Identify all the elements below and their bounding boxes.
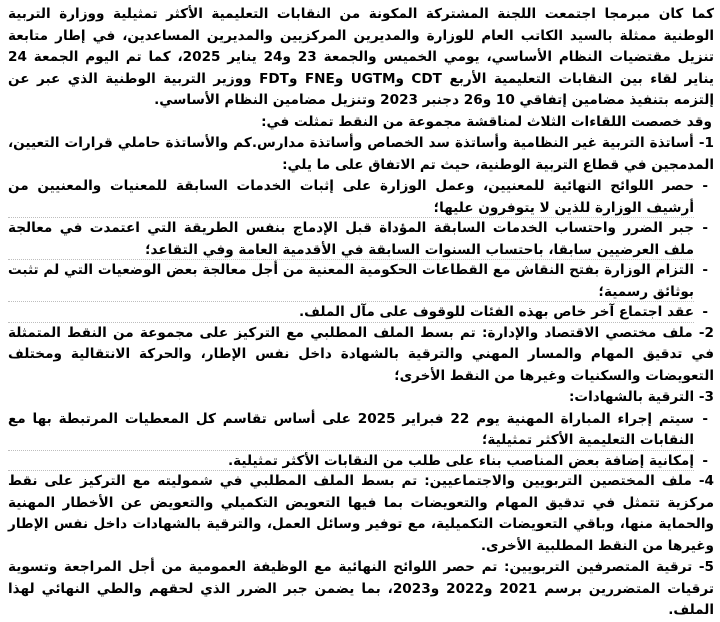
bullet-item: - إمكانية إضافة بعض المناصب بناء على طلب من النقابات الأكثر تمثيلية.	[8, 451, 694, 472]
item-2-paragraph: 2- ملف مختصي الاقتصاد والإدارة: تم بسط الملف المطلبي مع التركيز على مجموعة من النقط المتمثلة في تدقيق المهام والمسار المهني والترقية بالشهادة داخل نفس الإطار، والحركة الانتقالية ومختلف التعويضات والسكنيات وغيرها من النقط الأخرى؛	[8, 324, 714, 384]
lead-paragraph: وقد خصصت اللقاءات الثلاث لمناقشة مجموعة من النقط تمثلت في:	[261, 113, 712, 130]
item-5-paragraph: 5- ترقية المتصرفين التربويين: تم حصر اللوائح النهائية مع الوظيفة العمومية من أجل المراجعة وتسوية ترقيات المتضررين برسم 2021 و2022 و2023، بما يضمن جبر الضرر الذي لحقهم والطي النهائي لهذا الملف.	[8, 559, 714, 618]
bullet-item: - سيتم إجراء المباراة المهنية يوم 22 فبراير 2025 على أساس تقاسم كل المعطيات المرتبطة بها مع النقابات التعليمية الأكثر تمثيلية؛	[8, 409, 694, 451]
item-1-bullet-list	[8, 176, 714, 323]
bullet-item: - جبر الضرر واحتساب الخدمات السابقة المؤداة قبل الإدماج بنفس الطريقة التي اعتمدت في معالجة ملف العرضيين سابقا، باحتساب السنوات السابقة في الأقدمية العامة وفي التقاعد؛	[8, 218, 694, 260]
bullet-item: - عقد اجتماع آخر خاص بهذه الفئات للوقوف على مآل الملف.	[8, 302, 694, 323]
item-3-heading: 3- الترقية بالشهادات:	[569, 389, 714, 405]
bullet-item: - التزام الوزارة بفتح النقاش مع القطاعات الحكومية المعنية من أجل معالجة بعض الوضعيات التي لم تثبت بوثائق رسمية؛	[8, 260, 694, 302]
bullet-item: - حصر اللوائح النهائية للمعنيين، وعمل الوزارة على إثبات الخدمات السابقة للمعنيات والمعنيين من أرشيف الوزارة للذين لا يتوفرون عليها؛	[8, 176, 694, 218]
intro-paragraph: كما كان مبرمجا اجتمعت اللجنة المشتركة المكونة من النقابات التعليمية الأكثر تمثيلية ووزارة التربية الوطنية ممثلة بالسيد الكاتب العام للوزارة والمديرين المركزيين والمديرين المساعدين، في إطار متابعة تنزيل مقتضيات النظام الأساسي، يومي الخميس والجمعة 23 و24 يناير 2025، كما تم اليوم الجمعة 24 يناير لقاء بين النقابات التعليمية الأربع CDT وUGTM وFNE وFDT ووزير التربية الوطنية الذي عبر عن إلتزمه بتنفيذ مضامين إتفاقي 10 و26 دجنبر 2023 وتنزيل مضامين النظام الأساسي.	[8, 6, 714, 108]
item-3-bullet-list	[8, 409, 714, 472]
item-1-paragraph: 1- أساتذة التربية غير النظامية وأساتذة سد الخصاص وأساتذة مدارس.كم والأساتذة حاملي قرارات التعيين، المدمجين في قطاع التربية الوطنية، حيث تم الاتفاق على ما يلي:	[8, 135, 714, 173]
item-4-paragraph: 4- ملف المختصين التربويين والاجتماعيين: تم بسط الملف المطلبي في شموليته مع التركيز على نقط مركزية تتمثل في تدقيق المهام والتعويضات بما فيها التعويض التكميلي والتعويض عن الأخطار المهنية والحماية منها، وباقي التعويضات التكميلية، مع توفير وسائل العمل، والترقية بالشهادات داخل نفس الإطار وغيرها من النقط المطلبية الأخرى.	[8, 473, 714, 554]
